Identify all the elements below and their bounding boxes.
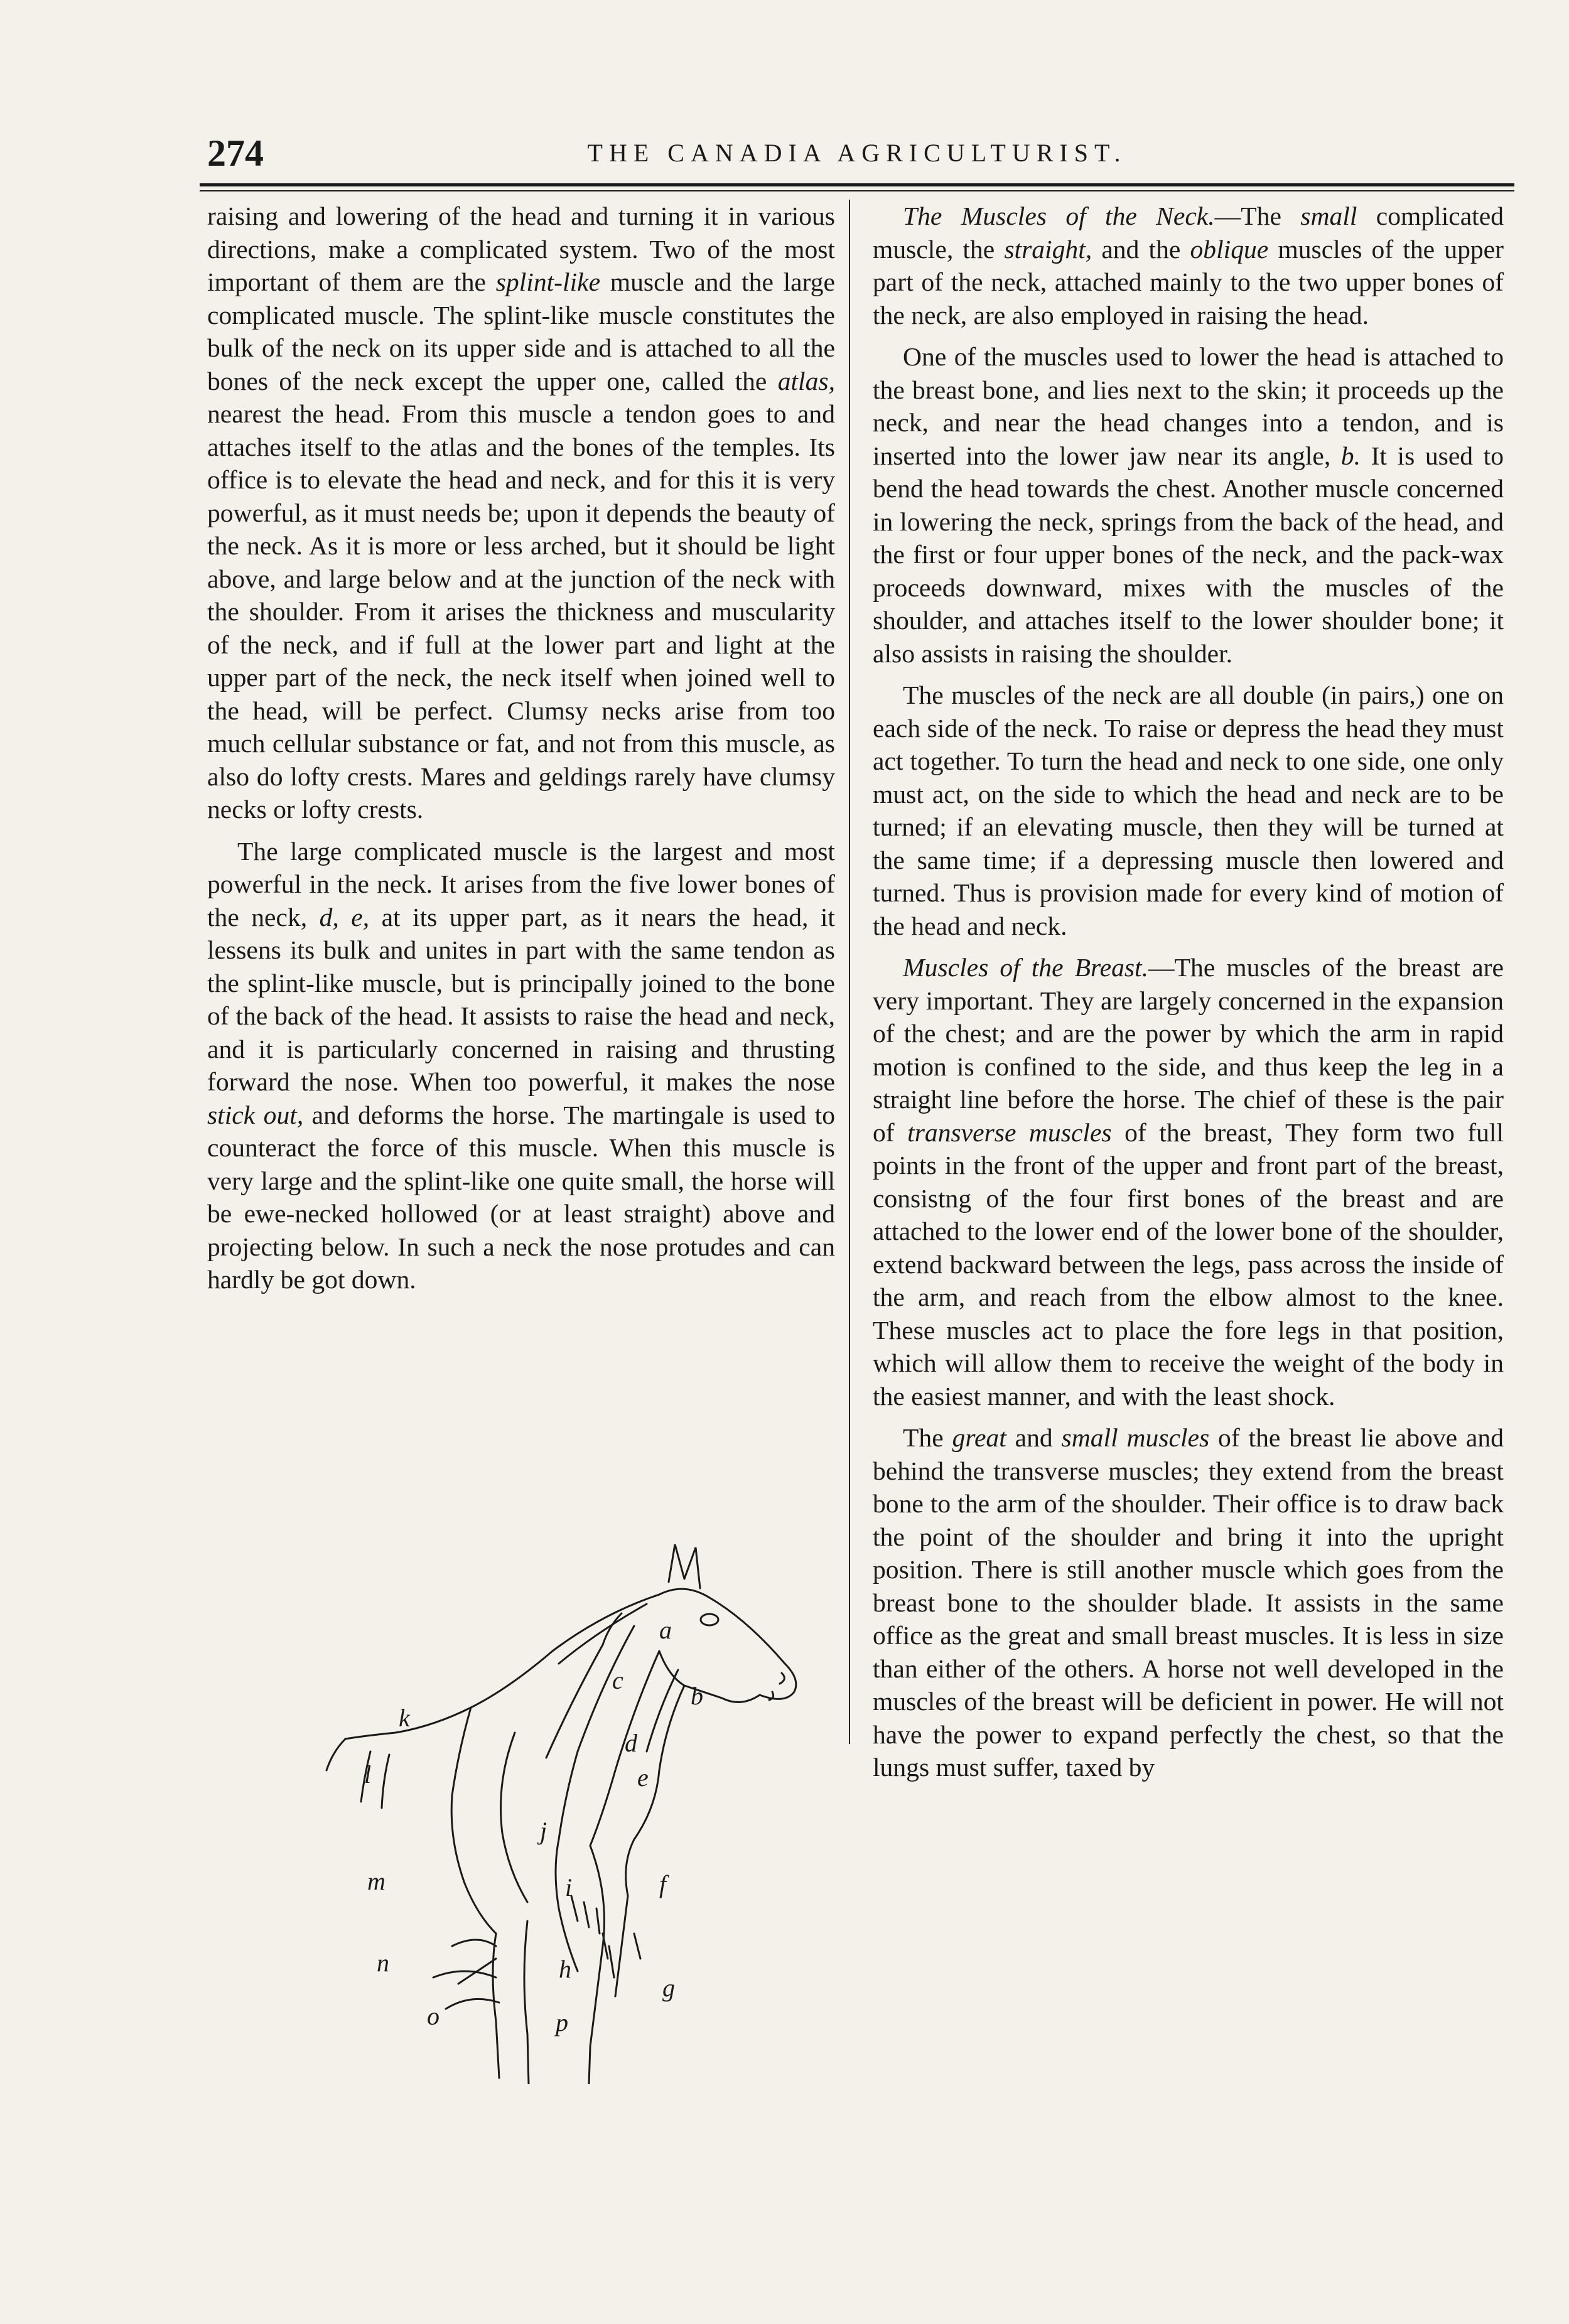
paragraph: The large complicated muscle is the largest and most powerful in the neck. It arises from the five lower bones of the neck, d, e, at its upper part, as it nears the head, it lessens its bulk and unites in part with the same tendon as the splint-like muscle, but is principally joined to the bone of the back of the head. It assists to raise the head and neck, and it is particularly concerned in raising and thrusting forward the nose. When too powerful, it makes the nose stick out, and deforms the horse. The martingale is used to counteract the force of this muscle. When this muscle is very large and the splint-like one quite small, the horse will be ewe-necked hollowed (or at least straight) above and projecting below. In such a neck the nose protudes and can hardly be got down. (207, 836, 835, 1294)
left-column (207, 200, 835, 1296)
figure-label-o: o (427, 2002, 439, 2030)
header-rule-thin (200, 190, 1514, 191)
figure-label-l: l (364, 1760, 372, 1789)
horse-illustration (308, 1544, 822, 2084)
section-heading: The Muscles of the Neck. (903, 202, 1215, 230)
figure-label-m: m (367, 1867, 386, 1895)
right-column (873, 200, 1504, 1784)
paragraph: The muscles of the neck are all double (in pairs,) one on each side of the neck. To raise or depress the head they must act together. To turn the head and neck to one side, one only must act, on the side to which the head and neck are to be turned; if an elevating muscle, then they will be turned at the same time; if a depressing muscle then lowered and turned. Thus is provision made for every kind of motion of the head and neck. (873, 681, 1504, 940)
figure-label-g: g (662, 1974, 675, 2002)
page-header (207, 132, 1507, 176)
paragraph: Muscles of the Breast.—The muscles of the breast are very important. They are largely concerned in the expansion of the chest; and are the power by which the arm in rapid motion is confined to the side, and thus keep the leg in a straight line before the horse. The chief of these is the pair of transverse muscles of the breast, They form two full points in the front of the upper and front part of the breast, consistng of the four first bones of the breast and are attached to the lower end of the lower bone of the shoulder, extend backward between the legs, pass across the inside of the arm, and reach from the elbow almost to the knee. These muscles act to place the fore legs in that position, which will allow them to receive the weight of the body in the easiest manner, and with the least shock. (873, 953, 1504, 1411)
figure-label-p: p (556, 2008, 568, 2036)
figure-label-h: h (559, 1955, 571, 1983)
figure-label-k: k (399, 1704, 410, 1732)
figure-label-c: c (612, 1666, 623, 1694)
figure-label-d: d (625, 1729, 637, 1757)
paragraph: One of the muscles used to lower the head is attached to the breast bone, and lies next to the skin; it proceeds up the neck, and near the head changes into a tendon, and is inserted into the lower jaw near its angle, b. It is used to bend the head towards the chest. Another muscle concerned in lowering the neck, springs from the back of the head, and the first or four upper bones of the neck, and the pack-wax proceeds downward, mixes with the muscles of the shoulder, and attaches itself to the lower shoulder bone; it also assists in raising the shoulder. (873, 342, 1504, 668)
horse-neck-muscle-figure (308, 1544, 822, 2084)
paragraph: The Muscles of the Neck.—The small complicated muscle, the straight, and the oblique muscles of the upper part of the neck, attached mainly to the two upper bones of the neck, are also employed in raising the head. (873, 202, 1504, 330)
paragraph: raising and lowering of the head and turning it in various directions, make a complicated system. Two of the most important of them are the splint-like muscle and the large complicated muscle. The splint-like muscle constitutes the bulk of the neck on its upper side and is attached to all the bones of the neck except the upper one, called the atlas, nearest the head. From this muscle a tendon goes to and attaches itself to the atlas and the bones of the temples. Its office is to elevate the head and neck, and for this it is very powerful, as it must needs be; upon it depends the beauty of the neck. As it is more or less arched, but it should be light above, and large below and at the junction of the neck with the shoulder. From it arises the thickness and muscularity of the neck, and if full at the lower part and light at the upper part of the neck, the neck itself when joined well to the head, will be perfect. Clumsy necks arise from too much cellular substance or fat, and not from this muscle, as also do lofty crests. Mares and geldings rarely have clumsy necks or lofty crests. (207, 202, 835, 824)
figure-label-i: i (565, 1873, 573, 1902)
figure-label-b: b (691, 1682, 703, 1710)
section-heading: Muscles of the Breast. (903, 953, 1149, 982)
figure-label-e: e (637, 1763, 649, 1792)
running-title: THE CANADIA AGRICULTURIST. (587, 139, 1127, 167)
column-separator (849, 200, 850, 1744)
figure-label-j: j (540, 1817, 547, 1845)
header-rule (200, 183, 1514, 186)
page-number: 274 (207, 132, 264, 174)
paragraph: The great and small muscles of the breast lie above and behind the transverse muscles; they extend from the breast bone to the arm of the shoulder. Their office is to draw back the point of the shoulder and bring it into the upright position. There is still another muscle which goes from the breast bone to the shoulder blade. It assists in the same office as the great and small breast muscles. It is less in size than either of the others. A horse not well developed in the muscles of the breast will be deficient in power. He will not have the power to expand perfectly the chest, so that the lungs must suffer, taxed by (873, 1423, 1504, 1782)
figure-label-f: f (659, 1870, 667, 1898)
figure-label-a: a (659, 1616, 672, 1644)
figure-label-n: n (377, 1949, 389, 1977)
